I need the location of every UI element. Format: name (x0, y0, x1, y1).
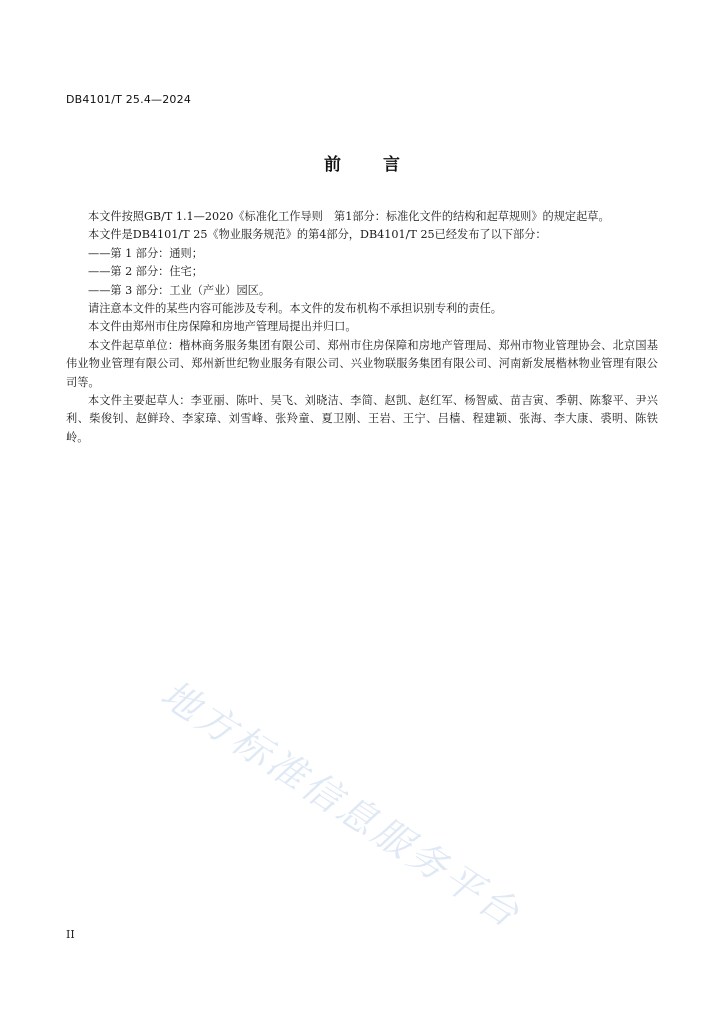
paragraph-drafting-units: 本文件起草单位：楷林商务服务集团有限公司、郑州市住房保障和房地产管理局、郑州市物业管理协会、北京国基伟业物业管理有限公司、郑州新世纪物业服务有限公司、兴业物联服务集团有限公司、河南新发展楷林物业管理有限公司等。 (66, 338, 658, 389)
paragraph-proposer: 本文件由郑州市住房保障和房地产管理局提出并归口。 (88, 320, 357, 334)
list-item-part-3: ——第 3 部分：工业（产业）园区。 (88, 283, 271, 297)
paragraph-series-info: 本文件是DB4101/T 25《物业服务规范》的第4部分，DB4101/T 25已经发布了以下部分： (88, 228, 547, 242)
document-code: DB4101/T 25.4—2024 (66, 93, 192, 106)
list-item-part-1: ——第 1 部分：通则； (88, 246, 203, 260)
page-title (0, 150, 724, 175)
page-number: II (66, 928, 75, 941)
list-item-part-2: ——第 2 部分：住宅； (88, 265, 203, 279)
title-char-2: 言 (383, 155, 400, 175)
paragraph-drafting-rule: 本文件按照GB/T 1.1—2020《标准化工作导则 第1部分：标准化文件的结构和起草规则》的规定起草。 (88, 210, 610, 223)
foreword-body (66, 208, 658, 447)
title-char-1: 前 (324, 155, 341, 175)
paragraph-patent-notice: 请注意本文件的某些内容可能涉及专利。本文件的发布机构不承担识别专利的责任。 (88, 302, 502, 316)
watermark: 地方标准信息服务平台 (153, 671, 530, 938)
paragraph-drafters: 本文件主要起草人：李亚丽、陈叶、吴飞、刘晓洁、李简、赵凯、赵红军、杨智威、苗吉寅、季朝、陈黎平、尹兴利、柴俊钊、赵鲜玲、李家璋、刘雪峰、张羚童、夏卫刚、王岩、王宁、吕樯、程建颖、张海、李大康、裘明、陈铁岭。 (66, 394, 658, 444)
